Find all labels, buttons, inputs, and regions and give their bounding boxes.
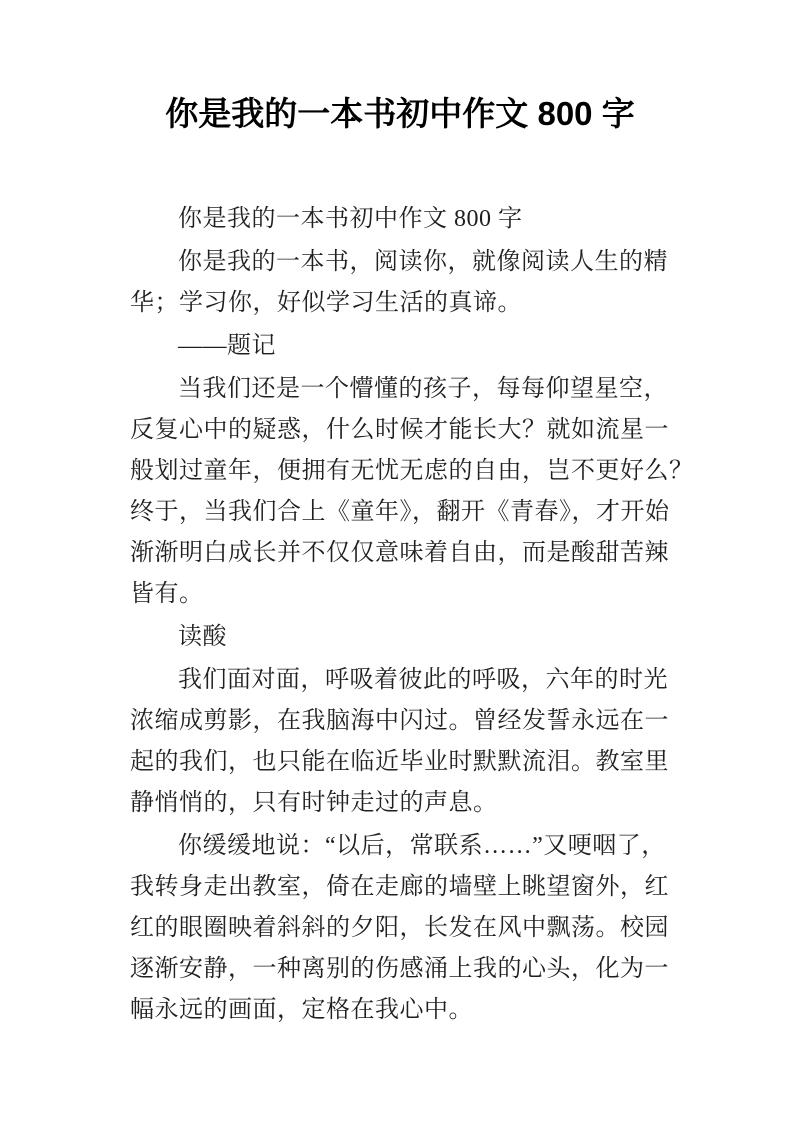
- paragraph-epigraph: [130, 326, 700, 367]
- text-line: 渐渐明白成长并不仅仅意味着自由，而是酸甜苦辣: [130, 540, 669, 566]
- text-line: 你是我的一本书初中作文 800 字: [178, 206, 523, 232]
- text-line: ——题记: [178, 333, 276, 359]
- text-line: 你缓缓地说：“以后，常联系……”又哽咽了，: [178, 833, 666, 859]
- text-line: 读酸: [178, 624, 227, 650]
- page-title: 你是我的一本书初中作文 800 字: [165, 95, 635, 132]
- paragraph-section-heading: [130, 617, 700, 658]
- paragraph-farewell: [130, 826, 700, 1031]
- text-line: 我转身走出教室，倚在走廊的墙壁上眺望窗外，红: [130, 874, 669, 900]
- text-line: 幅永远的画面，定格在我心中。: [130, 997, 473, 1023]
- text-line: 我们面对面，呼吸着彼此的呼吸，六年的时光: [178, 667, 668, 693]
- paragraph-title-line: [130, 199, 700, 240]
- text-line: 逐渐安静，一种离别的伤感涌上我的心头，化为一: [130, 956, 669, 982]
- text-line: 皆有。: [130, 581, 204, 607]
- text-line: 当我们还是一个懵懂的孩子，每每仰望星空，: [178, 376, 668, 402]
- text-line: 华；学习你，好似学习生活的真谛。: [130, 290, 522, 316]
- text-line: 般划过童年，便拥有无忧无虑的自由，岂不更好么？: [130, 458, 694, 484]
- text-line: 你是我的一本书，阅读你，就像阅读人生的精: [178, 249, 668, 275]
- paragraph-childhood: [130, 369, 700, 615]
- text-line: 红的眼圈映着斜斜的夕阳，长发在风中飘荡。校园: [130, 915, 669, 941]
- text-line: 静悄悄的，只有时钟走过的声息。: [130, 790, 498, 816]
- paragraph-graduation: [130, 660, 700, 824]
- document-body: [130, 199, 700, 1031]
- text-line: 终于，当我们合上《童年》，翻开《青春》，才开始: [130, 499, 670, 525]
- text-line: 起的我们，也只能在临近毕业时默默流泪。教室里: [130, 749, 669, 775]
- text-line: 反复心中的疑惑，什么时候才能长大？就如流星一: [130, 417, 669, 443]
- paragraph-intro: [130, 242, 700, 324]
- text-line: 浓缩成剪影，在我脑海中闪过。曾经发誓永远在一: [130, 708, 669, 734]
